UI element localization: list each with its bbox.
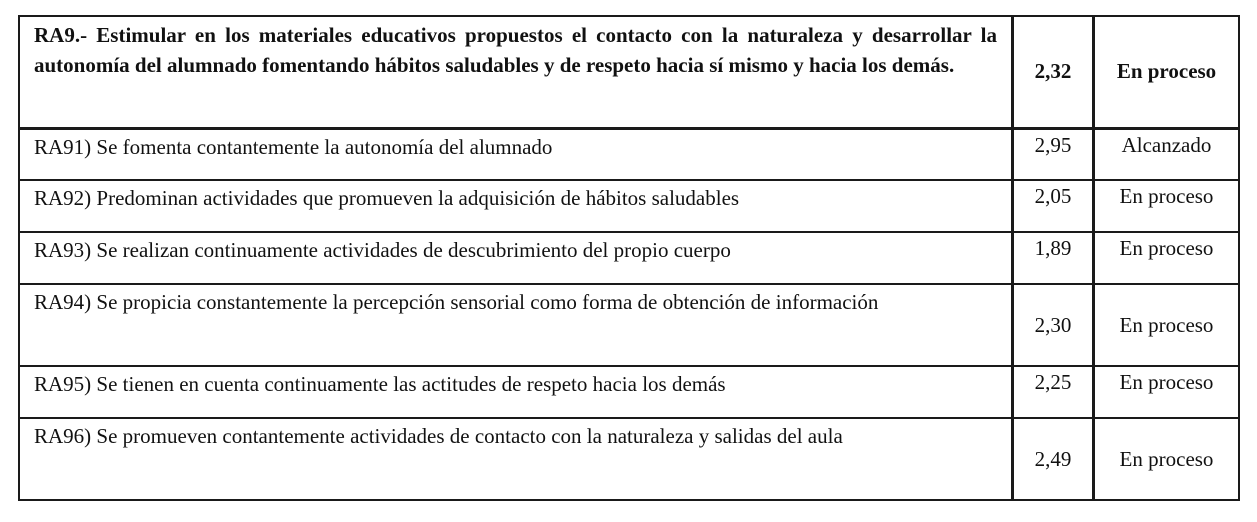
objective-score: 2,32 xyxy=(1013,16,1094,128)
table-header-row xyxy=(19,16,1239,128)
item-score: 2,49 xyxy=(1013,418,1094,500)
objective-status: En proceso xyxy=(1094,16,1240,128)
item-status: En proceso xyxy=(1094,366,1240,418)
item-status: En proceso xyxy=(1094,180,1240,232)
item-description: RA95) Se tienen en cuenta continuamente las actitudes de respeto hacia los demás xyxy=(19,366,1013,418)
item-status: En proceso xyxy=(1094,232,1240,284)
item-description: RA92) Predominan actividades que promueven la adquisición de hábitos saludables xyxy=(19,180,1013,232)
item-score: 2,05 xyxy=(1013,180,1094,232)
table-row xyxy=(19,284,1239,366)
results-table xyxy=(18,15,1240,501)
item-status: En proceso xyxy=(1094,418,1240,500)
item-description: RA94) Se propicia constantemente la percepción sensorial como forma de obtención de información xyxy=(19,284,1013,366)
objective-description: RA9.- Estimular en los materiales educativos propuestos el contacto con la naturaleza y desarrollar la autonomía del alumnado fomentando hábitos saludables y de respeto hacia sí mismo y hacia los demás. xyxy=(19,16,1013,128)
item-score: 1,89 xyxy=(1013,232,1094,284)
table-row xyxy=(19,366,1239,418)
item-score: 2,30 xyxy=(1013,284,1094,366)
item-description: RA93) Se realizan continuamente actividades de descubrimiento del propio cuerpo xyxy=(19,232,1013,284)
table-row xyxy=(19,232,1239,284)
item-score: 2,25 xyxy=(1013,366,1094,418)
table-row xyxy=(19,128,1239,180)
item-score: 2,95 xyxy=(1013,128,1094,180)
table-row xyxy=(19,418,1239,500)
item-status: En proceso xyxy=(1094,284,1240,366)
item-description: RA91) Se fomenta contantemente la autonomía del alumnado xyxy=(19,128,1013,180)
table-row xyxy=(19,180,1239,232)
item-status: Alcanzado xyxy=(1094,128,1240,180)
item-description: RA96) Se promueven contantemente actividades de contacto con la naturaleza y salidas del aula xyxy=(19,418,1013,500)
